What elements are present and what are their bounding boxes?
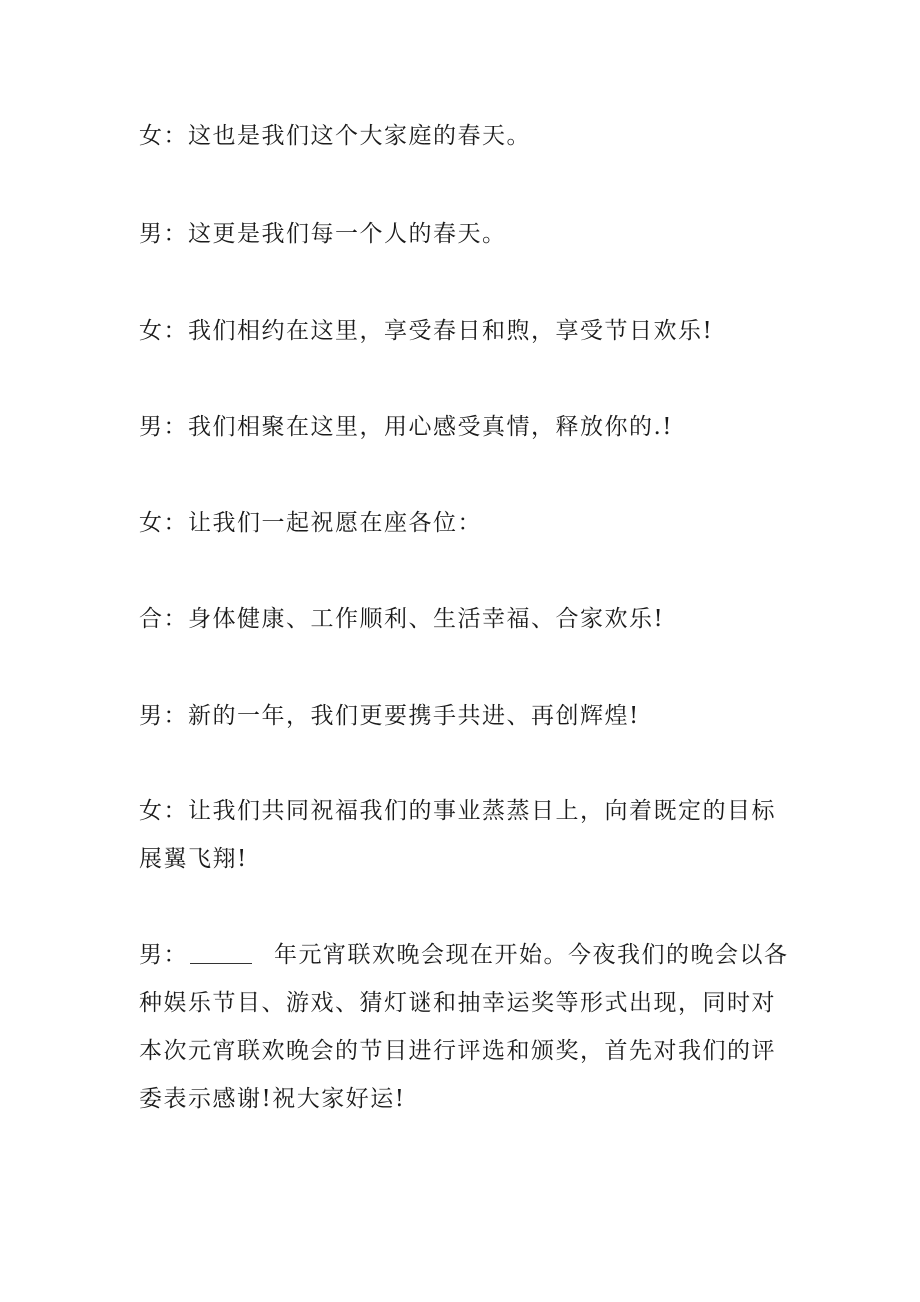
speaker-label: 男：: [139, 942, 188, 968]
dialogue-line: [139, 499, 789, 547]
dialogue-line: [139, 595, 789, 643]
speaker-label: 女：: [139, 123, 188, 149]
speaker-label: 男：: [139, 703, 188, 729]
dialogue-line: [139, 112, 789, 160]
line-text: 这也是我们这个大家庭的春天。: [188, 123, 531, 149]
line-text: 新的一年，我们更要携手共进、再创辉煌!: [188, 703, 640, 729]
speaker-label: 男：: [139, 221, 188, 247]
line-text: 我们相约在这里，享受春日和煦，享受节日欢乐!: [188, 318, 714, 344]
speaker-label: 女：: [139, 510, 188, 536]
speaker-label: 女：: [139, 318, 188, 344]
dialogue-line: [139, 787, 789, 883]
dialogue-line: [139, 931, 789, 1123]
speaker-label: 合：: [139, 606, 188, 632]
speaker-label: 女：: [139, 798, 188, 824]
line-text: 我们相聚在这里，用心感受真情，释放你的.!: [188, 414, 674, 440]
dialogue-line: [139, 403, 789, 451]
line-text: 让我们一起祝愿在座各位：: [188, 510, 482, 536]
dialogue-line: [139, 210, 789, 258]
speaker-label: 男：: [139, 414, 188, 440]
dialogue-line: [139, 307, 789, 355]
line-text: 年元宵联欢晚会现在开始。今夜我们的晚会以各种娱乐节目、游戏、猜灯谜和抽幸运奖等形式出现，同时对本次元宵联欢晚会的节目进行评选和颁奖，首先对我们的评委表示感谢!祝大家好运!: [139, 942, 789, 1112]
line-text: 这更是我们每一个人的春天。: [188, 221, 507, 247]
dialogue-line: [139, 692, 789, 740]
fill-in-blank: [190, 943, 252, 964]
line-text: 身体健康、工作顺利、生活幸福、合家欢乐!: [188, 606, 665, 632]
line-text: 让我们共同祝福我们的事业蒸蒸日上，向着既定的目标展翼飞翔!: [139, 798, 776, 872]
